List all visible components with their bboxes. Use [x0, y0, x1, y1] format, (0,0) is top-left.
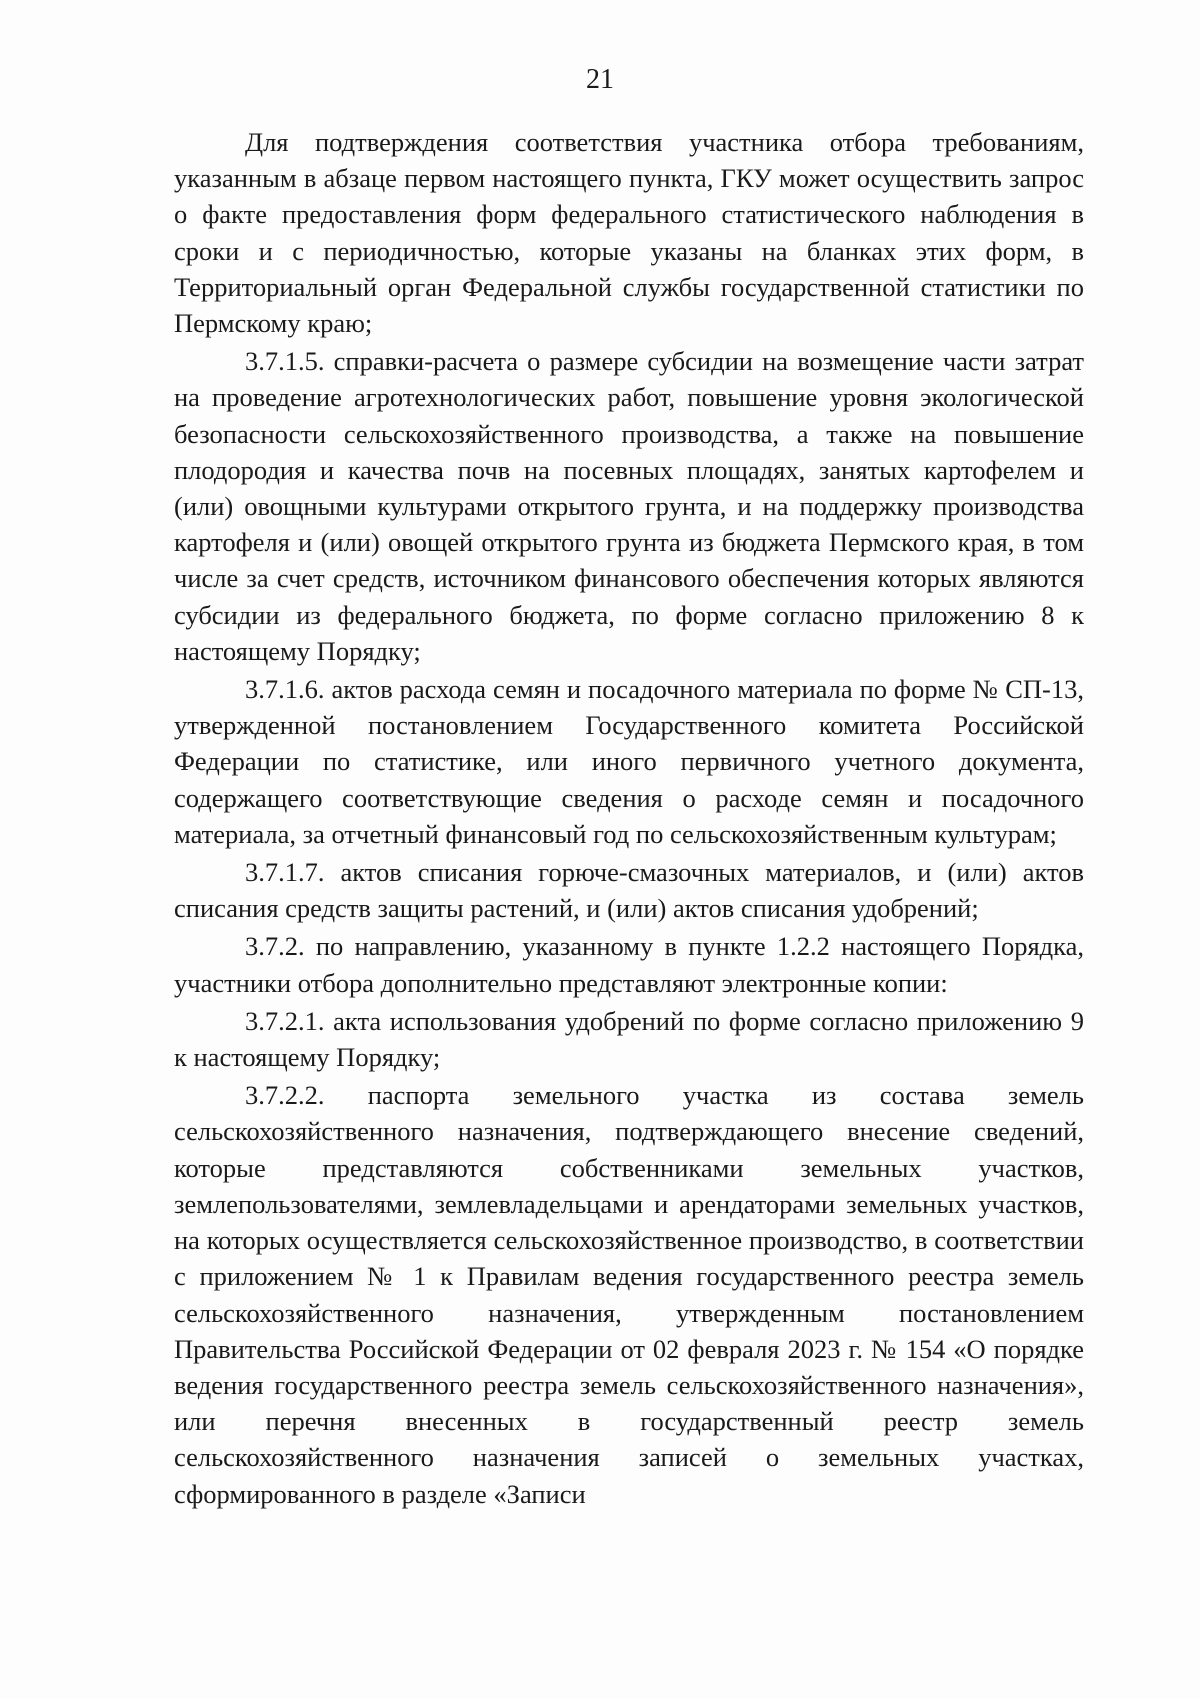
- page-number: 21: [586, 64, 614, 95]
- document-body: [174, 124, 1084, 1512]
- paragraph-3-7-2-2: 3.7.2.2. паспорта земельного участка из состава земель сельскохозяйственного назначения, подтверждающего внесение сведений, которые представляются собственниками земельных участков, землепользователями, землевладельцами и арендаторами земельных участков, на которых осуществляется сельскохозяйственное производство, в соответствии с приложением № 1 к Правилам ведения государственного реестра земель сельскохозяйственного назначения, утвержденным постановлением Правительства Российской Федерации от 02 февраля 2023 г. № 154 «О порядке ведения государственного реестра земель сельскохозяйственного назначения», или перечня внесенных в государственный реестр земель сельскохозяйственного назначения записей о земельных участках, сформированного в разделе «Записи: [174, 1080, 1084, 1509]
- paragraph-3-7-1-6: 3.7.1.6. актов расхода семян и посадочного материала по форме № СП-13, утвержденной постановлением Государственного комитета Российской Федерации по статистике, или иного первичного учетного документа, содержащего соответствующие сведения о расходе семян и посадочного материала, за отчетный финансовый год по сельскохозяйственным культурам;: [174, 674, 1084, 849]
- paragraph-3-7-1-7: 3.7.1.7. актов списания горюче-смазочных материалов, и (или) актов списания средств защиты растений, и (или) актов списания удобрений;: [174, 857, 1084, 924]
- paragraph-3-7-2-1: 3.7.2.1. акта использования удобрений по форме согласно приложению 9 к настоящему Порядку;: [174, 1005, 1084, 1073]
- paragraph-statistics-request: Для подтверждения соответствия участника отбора требованиям, указанным в абзаце первом настоящего пункта, ГКУ может осуществить запрос о факте предоставления форм федерального статистического наблюдения в сроки и с периодичностью, которые указаны на бланках этих форм, в Территориальный орган Федеральной службы государственной статистики по Пермскому краю;: [174, 127, 1084, 339]
- paragraph-3-7-1-5: 3.7.1.5. справки-расчета о размере субсидии на возмещение части затрат на проведение агротехнологических работ, повышение уровня экологической безопасности сельскохозяйственного производства, а также на повышение плодородия и качества почв на посевных площадях, занятых картофелем и (или) овощными культурами открытого грунта, и на поддержку производства картофеля и (или) овощей открытого грунта из бюджета Пермского края, в том числе за счет средств, источником финансового обеспечения которых являются субсидии из федерального бюджета, по форме согласно приложению 8 к настоящему Порядку;: [174, 346, 1084, 666]
- paragraph-3-7-2: 3.7.2. по направлению, указанному в пункте 1.2.2 настоящего Порядка, участники отбора дополнительно представляют электронные копии:: [174, 931, 1084, 998]
